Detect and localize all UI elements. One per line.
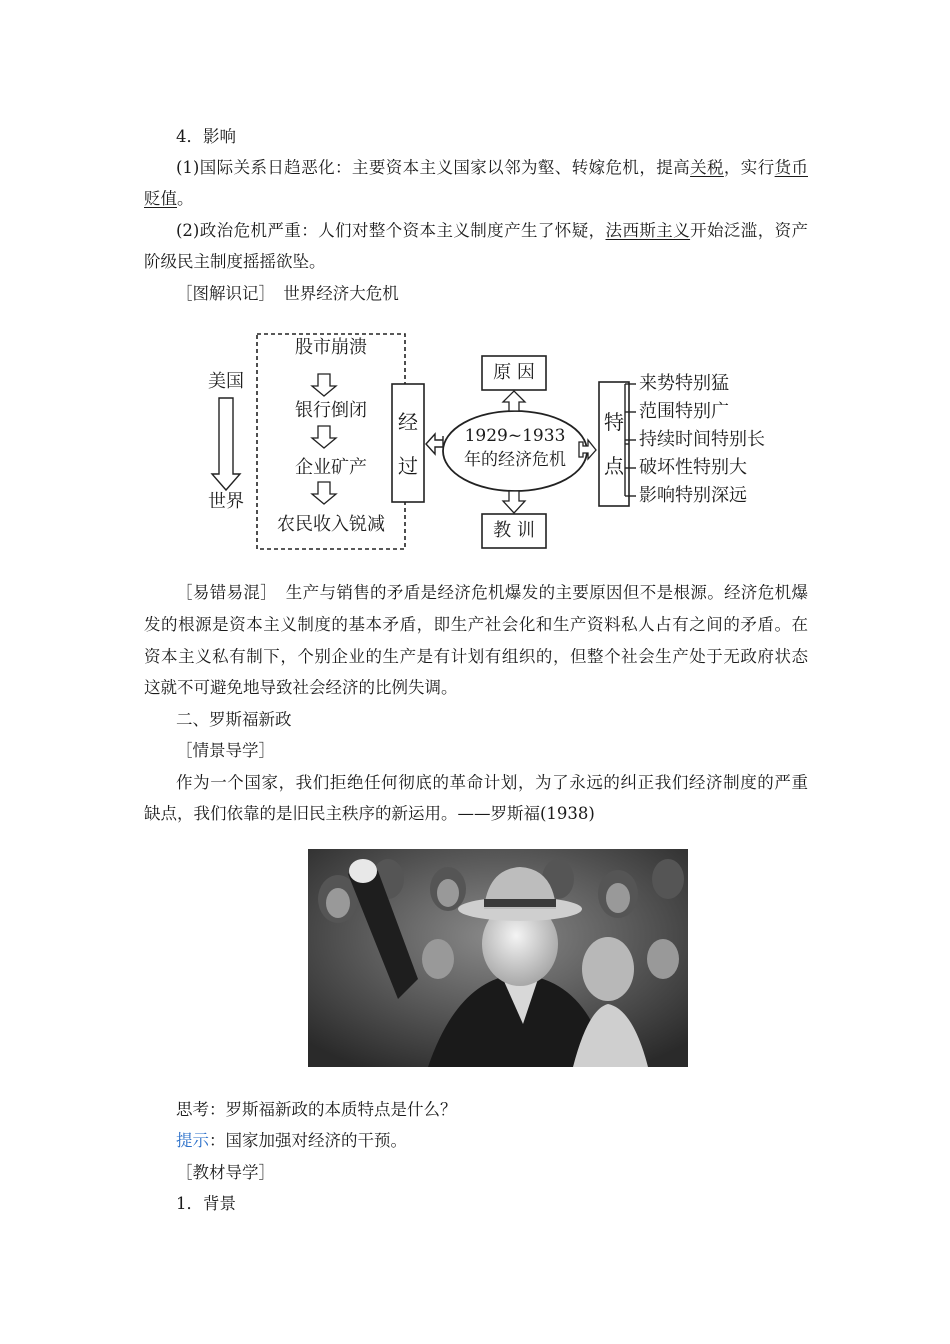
impact-item-2-suffix: 开始泛滥，资产 [690, 221, 808, 240]
features-box-label: 特点 [604, 410, 624, 478]
center-label-crisis: 年的经济危机 [464, 450, 566, 470]
impact-item-1-text: (1)国际关系日趋恶化：主要资本主义国家以邻为壑、转嫁危机，提高 [176, 158, 691, 177]
process-arrows [312, 374, 336, 504]
confusion-line-1: ［易错易混］ 生产与销售的矛盾是经济危机爆发的主要原因但不是根源。经济危机爆 [176, 583, 808, 602]
cause-label: 原 因 [493, 362, 535, 383]
lesson-label: 教 训 [493, 520, 535, 541]
section-heading-new-deal: 二、罗斯福新政 [176, 710, 292, 729]
hint-text: ：国家加强对经济的干预。 [209, 1131, 407, 1150]
lesson-arrow [503, 491, 525, 513]
diagram-caption: ［图解识记］ 世界经济大危机 [176, 284, 399, 303]
hint-line [176, 1130, 808, 1152]
process-box-label: 经过 [398, 410, 418, 478]
feature-2: 范围特别广 [639, 401, 729, 422]
center-label-years: 1929~1933 [464, 426, 566, 446]
process-step-4: 农民收入锐减 [277, 514, 385, 535]
confusion-line-4: 这就不可避免地导致社会经济的比例失调。 [144, 678, 458, 697]
impact-item-1-cont [144, 188, 808, 210]
scene-label: ［情景导学］ [176, 741, 275, 760]
impact-item-2-cont: 阶级民主制度摇摇欲坠。 [144, 252, 326, 271]
feature-3: 持续时间特别长 [639, 429, 765, 450]
keyword-currency: 货币 [774, 158, 808, 177]
roosevelt-photo [308, 849, 688, 1067]
feature-1: 来势特别猛 [639, 373, 729, 394]
background-heading: 1．背景 [176, 1194, 236, 1213]
usa-to-world-arrow [212, 398, 240, 490]
confusion-line-3: 资本主义私有制下，个别企业的生产是有计划有组织的，但整个社会生产处于无政府状态 [144, 647, 808, 666]
section-heading-impact: 4．影响 [176, 127, 236, 146]
hint-label: 提示 [176, 1131, 209, 1150]
process-step-2: 银行倒闭 [295, 400, 367, 421]
process-center-arrow [426, 434, 443, 454]
impact-item-1 [176, 157, 808, 179]
feature-5: 影响特别深远 [639, 485, 747, 506]
keyword-fascism: 法西斯主义 [605, 221, 691, 240]
crisis-diagram [195, 326, 795, 556]
feature-4: 破坏性特别大 [639, 457, 747, 478]
label-world: 世界 [208, 491, 244, 512]
keyword-tariff: 关税 [690, 158, 724, 177]
keyword-devaluation: 贬值 [144, 189, 177, 208]
impact-item-2 [176, 220, 808, 242]
quote-line-1: 作为一个国家，我们拒绝任何彻底的革命计划，为了永远的纠正我们经济制度的严重 [176, 773, 808, 792]
impact-item-2-text: (2)政治危机严重：人们对整个资本主义制度产生了怀疑， [176, 221, 606, 240]
think-question: 思考：罗斯福新政的本质特点是什么？ [176, 1100, 457, 1119]
quote-line-2: 缺点，我们依靠的是旧民主秩序的新运用。——罗斯福(1938) [144, 804, 595, 823]
photo-illustration [308, 849, 688, 1067]
label-usa: 美国 [208, 371, 244, 392]
impact-item-1-mid: ，实行 [723, 158, 775, 177]
process-step-1: 股市崩溃 [295, 337, 367, 358]
impact-item-1-end: 。 [177, 189, 194, 208]
process-step-3: 企业矿产 [295, 457, 367, 478]
cause-arrow [503, 391, 525, 411]
confusion-line-2: 发的根源是资本主义制度的基本矛盾，即生产社会化和生产资料私人占有之间的矛盾。在 [144, 615, 808, 634]
textbook-label: ［教材导学］ [176, 1163, 275, 1182]
